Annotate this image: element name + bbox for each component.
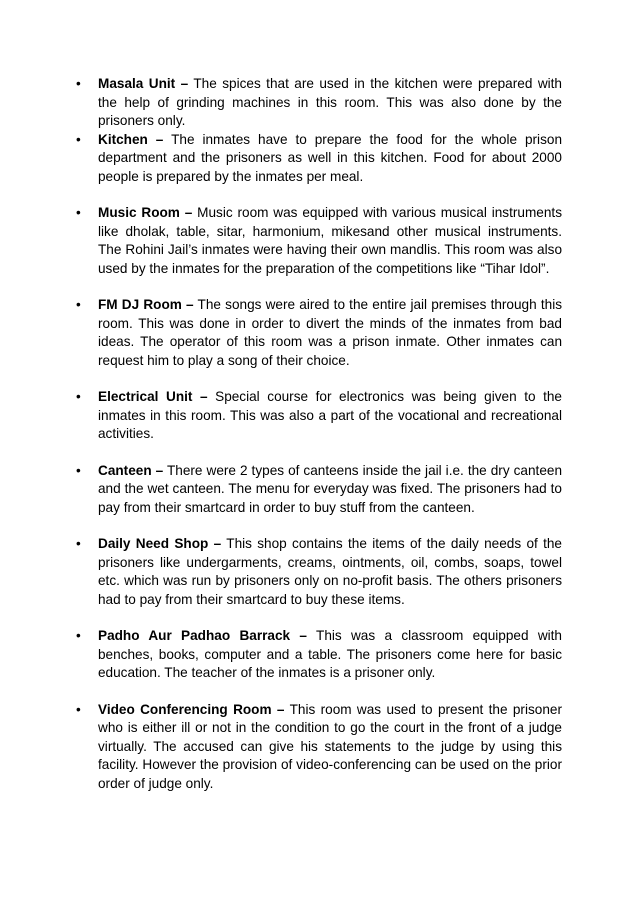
item-text: The inmates have to prepare the food for the whole prison department and the prisoners as well in this kitchen. Food for about 2000 people is prepared by the inmates per meal.	[98, 131, 562, 184]
bullet: •	[76, 205, 81, 220]
bullet: •	[76, 297, 81, 312]
item-text: This room was used to present the prisoner who is either ill or not in the condition to go the court in the front of a judge virtually. The accused can give his statements to the judge by using this facility. However the provision of video-conferencing can be used on the prior order of judge only.	[98, 701, 562, 791]
bullet: •	[76, 389, 81, 404]
bullet: •	[76, 462, 81, 478]
item-text: Special course for electronics was being given to the inmates in this room. This was also a part of the vocational and recreational activities.	[98, 389, 562, 441]
bullet: •	[76, 628, 81, 643]
bullet: •	[76, 536, 81, 551]
list-item-masala-unit	[72, 75, 562, 131]
bullet: •	[76, 76, 81, 91]
list-item-padho-aur-padhao-barrack	[72, 627, 562, 683]
list-item-kitchen	[72, 131, 562, 187]
item-term: Masala Unit –	[98, 76, 189, 91]
list-item-fm-dj-room	[72, 296, 562, 370]
list-item-daily-need-shop	[72, 535, 562, 609]
list-item-video-conferencing-room	[72, 701, 562, 794]
list-item-music-room	[72, 204, 562, 278]
item-text: The songs were aired to the entire jail premises through this room. This was done in order to divert the minds of the inmates from bad ideas. The operator of this room was a prison inmate. Other inmates can request him to play a song of their choice.	[98, 297, 563, 368]
list-item-canteen	[72, 462, 562, 518]
item-term: Padho Aur Padhao Barrack –	[98, 628, 307, 643]
bullet: •	[76, 131, 81, 147]
item-term: Video Conferencing Room –	[98, 701, 285, 717]
item-text: This shop contains the items of the daily needs of the prisoners like undergarments, creams, ointments, oil, combs, soaps, towel etc. which was run by prisoners only on no-profit basis. The others prisoners had to pay from their smartcard to buy these items.	[98, 536, 562, 607]
item-text: Music room was equipped with various musical instruments like dholak, table, sitar, harmonium, mikesand other musical instruments. The Rohini Jail’s inmates were having their own mandlis. This room was also used by the inmates for the preparation of the competitions like “Tihar Idol”.	[98, 205, 562, 276]
item-term: FM DJ Room –	[98, 297, 194, 312]
item-term: Daily Need Shop –	[98, 536, 222, 551]
list-item-electrical-unit	[72, 388, 562, 444]
bullet: •	[76, 701, 81, 717]
item-text: The spices that are used in the kitchen were prepared with the help of grinding machines in this room. This was also done by the prisoners only.	[98, 76, 562, 128]
item-text: This was a classroom equipped with benches, books, computer and a table. The prisoners come here for basic education. The teacher of the inmates is a prisoner only.	[98, 628, 562, 680]
item-term: Kitchen –	[98, 131, 164, 147]
item-term: Canteen –	[98, 462, 164, 478]
item-term: Electrical Unit –	[98, 389, 208, 404]
item-term: Music Room –	[98, 205, 193, 220]
facility-list	[72, 75, 562, 793]
item-text: There were 2 types of canteens inside the jail i.e. the dry canteen and the wet canteen. The menu for everyday was fixed. The prisoners had to pay from their smartcard in order to buy stuff from the canteen.	[98, 462, 563, 515]
